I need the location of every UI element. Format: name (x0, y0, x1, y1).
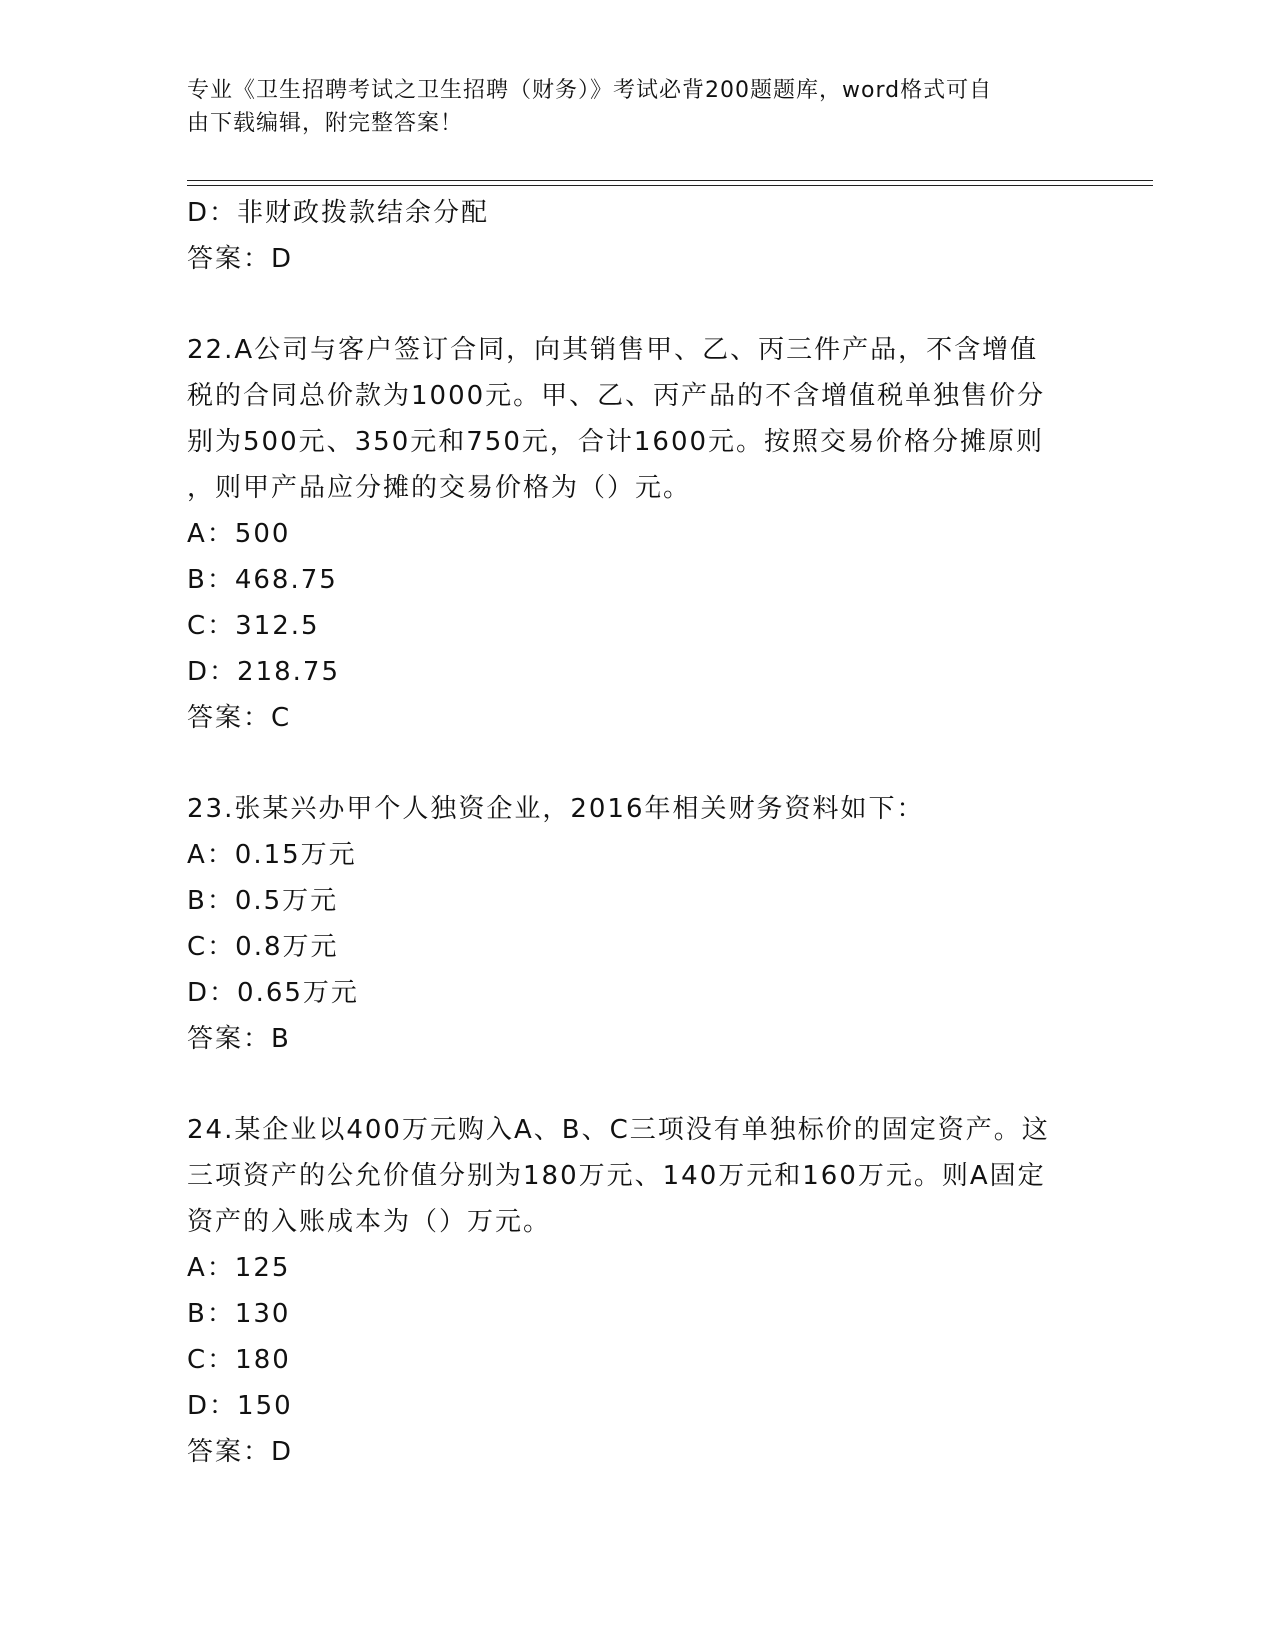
option-a: A：0.15万元 (187, 840, 357, 870)
option-a: A：500 (187, 519, 291, 549)
document-body (187, 190, 1087, 1475)
question-stem-line: 24.某企业以400万元购入A、B、C三项没有单独标价的固定资产。这 (187, 1115, 1050, 1145)
answer-line: 答案：B (187, 1024, 291, 1054)
option-c: C：0.8万元 (187, 932, 339, 962)
answer-line: 答案：D (187, 1437, 294, 1467)
option-b: B：130 (187, 1299, 291, 1329)
option-d: D：0.65万元 (187, 978, 359, 1008)
option-d: D：150 (187, 1391, 293, 1421)
question-stem-line: 别为500元、350元和750元，合计1600元。按照交易价格分摊原则 (187, 427, 1045, 457)
header-line-2: 由下载编辑，附完整答案！ (187, 111, 464, 136)
question-stem-line: 税的合同总价款为1000元。甲、乙、丙产品的不含增值税单独售价分 (187, 381, 1046, 411)
question-stem-line: 23.张某兴办甲个人独资企业，2016年相关财务资料如下： (187, 794, 925, 824)
header-line-1: 专业《卫生招聘考试之卫生招聘（财务）》考试必背200题题库，word格式可自 (187, 78, 993, 103)
question-24 (187, 1107, 1087, 1475)
option-c: C：180 (187, 1345, 291, 1375)
option-a: A：125 (187, 1253, 291, 1283)
option-b: B：468.75 (187, 565, 338, 595)
option-d: D：非财政拨款结余分配 (187, 198, 490, 228)
question-stem-line: 22.A公司与客户签订合同，向其销售甲、乙、丙三件产品，不含增值 (187, 335, 1039, 365)
answer-line: 答案：D (187, 244, 294, 274)
question-continuation (187, 190, 1087, 282)
question-stem-line: 三项资产的公允价值分别为180万元、140万元和160万元。则A固定 (187, 1161, 1046, 1191)
answer-line: 答案：C (187, 703, 292, 733)
question-22 (187, 327, 1087, 741)
option-b: B：0.5万元 (187, 886, 339, 916)
option-d: D：218.75 (187, 657, 340, 687)
header-divider-top (187, 180, 1153, 181)
question-23 (187, 786, 1087, 1062)
question-stem-line: 资产的入账成本为（）万元。 (187, 1207, 552, 1237)
header-divider-bottom (187, 185, 1153, 186)
question-stem-line: ，则甲产品应分摊的交易价格为（）元。 (187, 473, 692, 503)
document-header (187, 74, 1067, 140)
option-c: C：312.5 (187, 611, 320, 641)
